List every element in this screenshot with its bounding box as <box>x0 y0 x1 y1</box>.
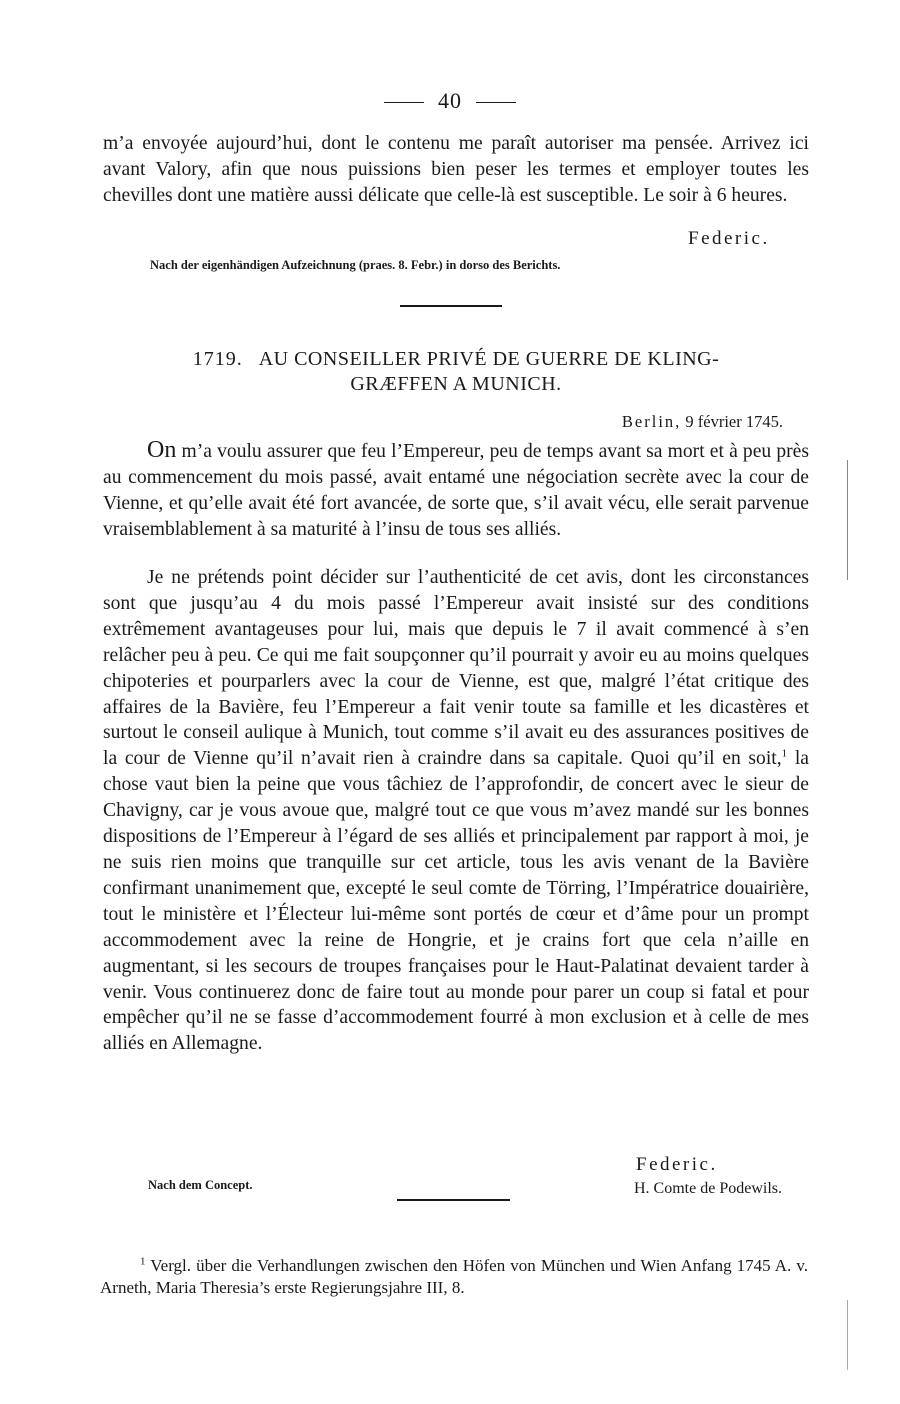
section-divider <box>400 305 502 307</box>
header-dash-right <box>476 102 516 103</box>
dateline-date: 9 février 1745. <box>685 412 783 431</box>
footnote-text: Vergl. über die Verhandlungen zwischen den Höfen von München und Wien Anfang 1745 A. v. Arneth, Maria Theresia’s erste Regierungsjahre III, 8. <box>100 1256 808 1297</box>
letter-source: Nach dem Concept. <box>148 1178 253 1192</box>
footnote <box>100 1255 808 1299</box>
letter-number: 1719. <box>192 348 243 370</box>
header-dash-left <box>384 102 424 103</box>
footnote-divider <box>397 1199 510 1201</box>
dateline-place: Berlin, <box>621 412 682 431</box>
scan-edge-mark <box>847 460 848 580</box>
letter-signature: Federic. <box>636 1154 718 1175</box>
paragraph-1-text: m’a voulu assurer que feu l’Empereur, peu de temps avant sa mort et à peu près au commencement du mois passé, avait entamé une négociation secrète avec la cour de Vienne, et qu’elle avait été fort avancée, de sorte que, s’il avait vécu, elle serait parvenue vraisemblablement à sa maturité à l’insu de tous ses alliés. <box>103 441 809 540</box>
letter-cosigner: H. Comte de Podewils. <box>634 1180 782 1197</box>
letter-title-line1 <box>103 347 809 372</box>
letter-title-text1: AU CONSEILLER PRIVÉ DE GUERRE DE KLING- <box>258 348 720 370</box>
page-header <box>0 88 900 114</box>
dateline <box>622 412 783 432</box>
previous-letter-ending: m’a envoyée aujourd’hui, dont le contenu me paraît autoriser ma pensée. Arrivez ici avant Valory, afin que nous puissions bien peser les termes et employer toutes les chevilles dont une matière aussi délicate que celle-là est susceptible. Le soir à 6 heures. <box>103 133 809 206</box>
letter-paragraph-1 <box>103 438 809 543</box>
previous-letter-signature: Federic. <box>688 228 770 249</box>
paragraph-2-text-b: la chose vaut bien la peine que vous tâchiez de l’approfondir, de concert avec le sieur de Chavigny, car je vous avoue que, malgré tout ce que vous m’avez mandé sur les bonnes dispositions de l’Empereur à l’égard de ses alliés et principalement par rapport à moi, je ne suis rien moins que tranquille sur cet article, tous les avis venant de la Bavière confirmant unanimement que, excepté le seul comte de Törring, l’Impératrice douairière, tout le ministère et l’Électeur lui-même sont portés de cœur et d’âme pour un prompt accommodement avec la reine de Hongrie, et je crains fort que cela n’aille en augmentant, si les secours de troupes françaises pour le Haut-Palatinat devaient tarder à venir. Vous continuerez donc de faire tout au monde pour parer un coup si fatal et pour empêcher qu’il ne se fasse d’accommodement fourré à mon exclusion et à celle de mes alliés en Allemagne. <box>103 748 809 1055</box>
letter-title-line2: GRÆFFEN A MUNICH. <box>350 373 562 395</box>
paragraph-2-text-a: Je ne prétends point décider sur l’authenticité de cet avis, dont les circonstances sont que jusqu’au 4 du mois passé l’Empereur avait insisté sur des conditions extrêmement avantageuses pour lui, mais que depuis le 7 il avait commencé à s’en relâcher peu à peu. Ce qui me fait soupçonner qu’il pourrait y avoir eu au moins quelques chipoteries et pourparlers avec la cour de Vienne, est que, malgré l’état critique des affaires de la Bavière, feu l’Empereur a fait venir toute sa famille et les dicastères et surtout le conseil aulique à Munich, tout comme s’il avait eu des assurances positives de la cour de Vienne qu’il n’avait rien à craindre dans sa capitale. Quoi qu’il en soit, <box>103 567 809 770</box>
footnote-mark: 1 <box>140 1255 146 1268</box>
footnote-reference: 1 <box>781 747 788 760</box>
letter-paragraph-2 <box>103 565 809 1057</box>
previous-letter-source: Nach der eigenhändigen Aufzeichnung (praes. 8. Febr.) in dorso des Berichts. <box>150 258 561 272</box>
letter-title <box>103 347 809 397</box>
scan-edge-mark-lower <box>847 1300 848 1370</box>
page-number: 40 <box>438 88 462 113</box>
paragraph-1-dropcap: On <box>147 437 177 463</box>
